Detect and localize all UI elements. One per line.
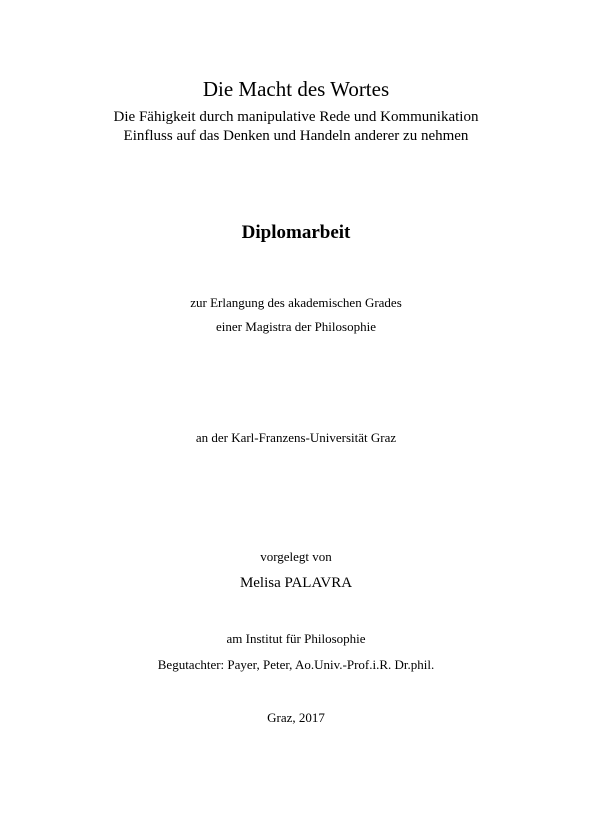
subtitle-line-2: Einfluss auf das Denken und Handeln anderer zu nehmen	[123, 128, 469, 144]
place-and-date: Graz, 2017	[267, 710, 325, 725]
university-name: an der Karl-Franzens-Universität Graz	[195, 430, 397, 445]
author-name: Melisa PALAVRA	[239, 575, 353, 591]
submitted-by-label: vorgelegt von	[260, 549, 332, 564]
degree-purpose-line-2: einer Magistra der Philosophie	[216, 319, 376, 334]
subtitle-line-1: Die Fähigkeit durch manipulative Rede und Kommunikation	[113, 109, 479, 125]
institute-name: am Institut für Philosophie	[226, 631, 366, 646]
reviewer-line: Begutachter: Payer, Peter, Ao.Univ.-Prof.i.R. Dr.phil.	[157, 657, 435, 672]
degree-purpose-line-1: zur Erlangung des akademischen Grades	[190, 295, 402, 310]
document-title: Die Macht des Wortes	[202, 77, 390, 101]
thesis-type-heading: Diplomarbeit	[241, 222, 351, 243]
